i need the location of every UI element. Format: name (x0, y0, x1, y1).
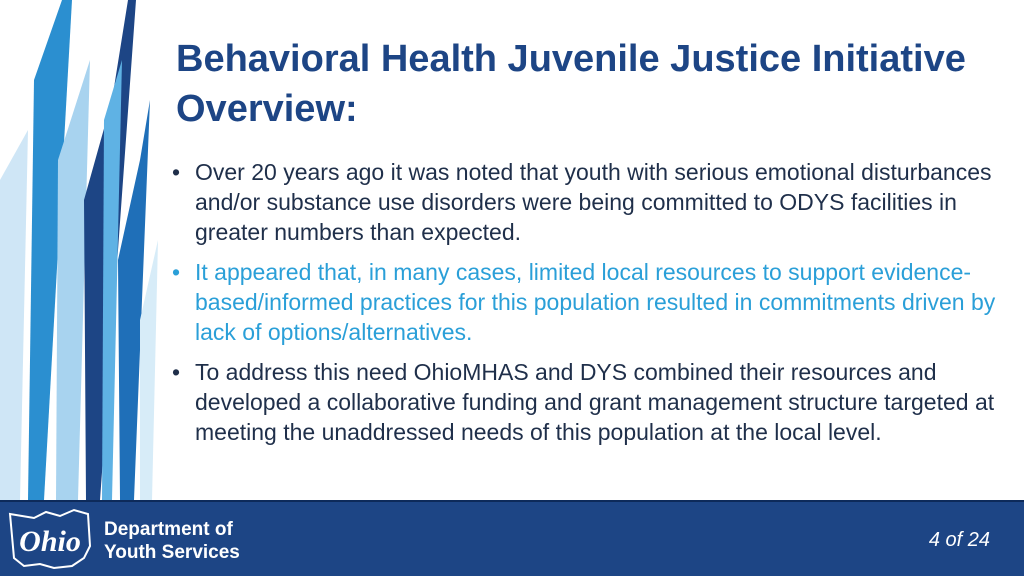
footer-bar (0, 500, 1024, 576)
bullet-text: To address this need OhioMHAS and DYS combined their resources and developed a collaborative funding and grant management structure targeted at meeting the unaddressed needs of this population at the local level. (195, 359, 995, 445)
bullet-item (170, 157, 1000, 247)
slide-title: Behavioral Health Juvenile Justice Initiative Overview: (176, 38, 966, 130)
page-number: 4 of 24 (928, 529, 990, 551)
bullet-marker: • (172, 259, 181, 285)
logo-text: Ohio (19, 525, 81, 558)
department-line-2: Youth Services (104, 542, 240, 563)
department-name (104, 518, 240, 564)
bullet-item (170, 357, 1000, 447)
bullet-text: It appeared that, in many cases, limited local resources to support evidence-based/informed practices for this population resulted in commitments driven by lack of options/alternatives. (195, 259, 996, 345)
ohio-logo-icon (4, 506, 96, 572)
bullet-item (170, 257, 1000, 347)
bullet-marker: • (172, 159, 181, 185)
bullet-text: Over 20 years ago it was noted that youth with serious emotional disturbances and/or substance use disorders were being committed to ODYS facilities in greater numbers than expected. (195, 159, 992, 245)
bullet-list (170, 157, 1000, 457)
bullet-marker: • (172, 359, 181, 385)
decorative-stripes (0, 0, 175, 500)
department-line-1: Department of (104, 519, 233, 540)
